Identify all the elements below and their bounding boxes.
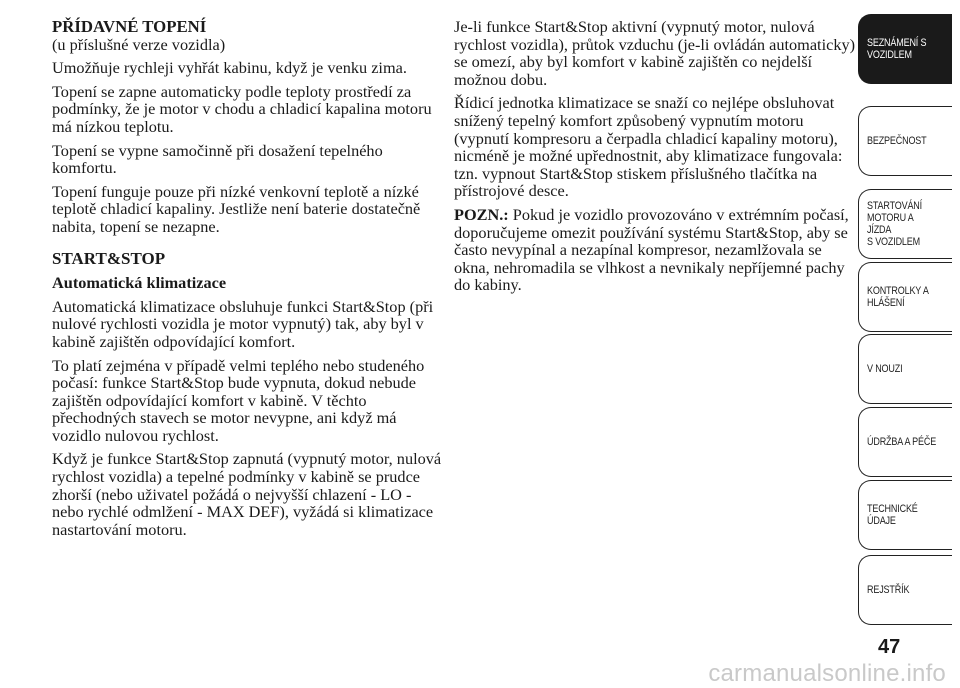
tab-starting-and-driving[interactable] [858,189,952,259]
subheading-automatic-climate: Automatická klimatizace [52,273,227,293]
tab-label: KONTROLKY A HLÁŠENÍ [867,285,929,309]
tab-getting-to-know-vehicle[interactable] [858,14,952,84]
tab-emergency[interactable] [858,334,952,404]
left-column [52,18,444,544]
tab-label: ÚDRŽBA A PÉČE [867,436,937,448]
tab-label: REJSTŘÍK [867,584,910,596]
page-number: 47 [878,636,901,658]
tab-safety[interactable] [858,106,952,176]
paragraph: Topení se vypne samočinně při dosažení tepelného komfortu. [52,140,383,178]
right-column [454,18,856,300]
tab-maintenance[interactable] [858,407,952,477]
paragraph: Topení funguje pouze při nízké venkovní teplotě a nízké teplotě chladicí kapaliny. Jestliže není baterie dostatečně nabita, topení se nezapne. [52,181,421,236]
tab-label: SEZNÁMENÍ S VOZIDLEM [867,37,927,61]
paragraph: Je-li funkce Start&Stop aktivní (vypnutý motor, nulová rychlost vozidla), průtok vzduchu (je-li ovládán automaticky) se omezí, aby byl komfort v kabině zajištěn co nejdelší možnou dobu. [454,17,856,89]
watermark: carmanualsonline.info [708,660,946,687]
paragraph: Topení se zapne automaticky podle teploty prostředí za podmínky, že je motor v chodu a chladicí kapalina motoru má nízkou teplotu. [52,81,432,136]
note-text: Pokud je vozidlo provozováno v extrémním počasí, doporučujeme omezit používání systému Start&Stop, aby se často nevypínal a nezapínal kompresor, nezamlžovala se okna, nehromadila se vlhkost a nevnikaly nepříjemné pachy do kabiny. [454,204,849,295]
tab-label: V NOUZI [867,363,903,375]
paragraph: Když je funkce Start&Stop zapnutá (vypnutý motor, nulová rychlost vozidla) a tepelné podmínky v kabině se prudce zhorší (nebo uživatel požádá o nejvyšší chlazení - LO - nebo rychlé odmlžení - MAX DEF), vyžádá si klimatizace nastartování motoru. [52,449,442,539]
paragraph: Automatická klimatizace obsluhuje funkci Start&Stop (při nulové rychlosti vozidla je motor vypnutý) tak, aby byl v kabině zajištěn odpovídající komfort. [52,296,434,351]
tab-label: BEZPEČNOST [867,135,927,147]
tab-label: TECHNICKÉ ÚDAJE [867,503,918,527]
paragraph: Řídicí jednotka klimatizace se snaží co nejlépe obsluhovat snížený tepelný komfort způsobený vypnutím motoru (vypnutí kompresoru a čerpadla chladicí kapaliny motoru), nicméně je možné upřednostnit, aby klimatizace fungovala: tzn. vypnout Start&Stop stiskem příslušného tlačítka na přístrojové desce. [454,93,843,201]
paragraph: Umožňuje rychleji vyhřát kabinu, když je venku zima. [52,58,407,78]
tab-technical-data[interactable] [858,480,952,550]
note-paragraph [454,206,856,294]
section-heading-start-stop: START&STOP [52,248,166,268]
paragraph: To platí zejména v případě velmi teplého nebo studeného počasí: funkce Start&Stop bude vypnuta, dokud nebude zajištěn odpovídající komfort v kabině. V těchto přechodných stavech se motor nevypne, ani když má vozidlo nulovou rychlost. [52,355,425,445]
section-heading-auxiliary-heater: PŘÍDAVNÉ TOPENÍ [52,17,207,36]
tab-warning-lights[interactable] [858,262,952,332]
tab-index[interactable] [858,555,952,625]
chapter-tabs-sidebar [858,0,960,686]
note-label: POZN.: [454,204,509,224]
version-note: (u příslušné verze vozidla) [52,34,226,54]
tab-label: STARTOVÁNÍ MOTORU A JÍZDA S VOZIDLEM [867,200,923,248]
